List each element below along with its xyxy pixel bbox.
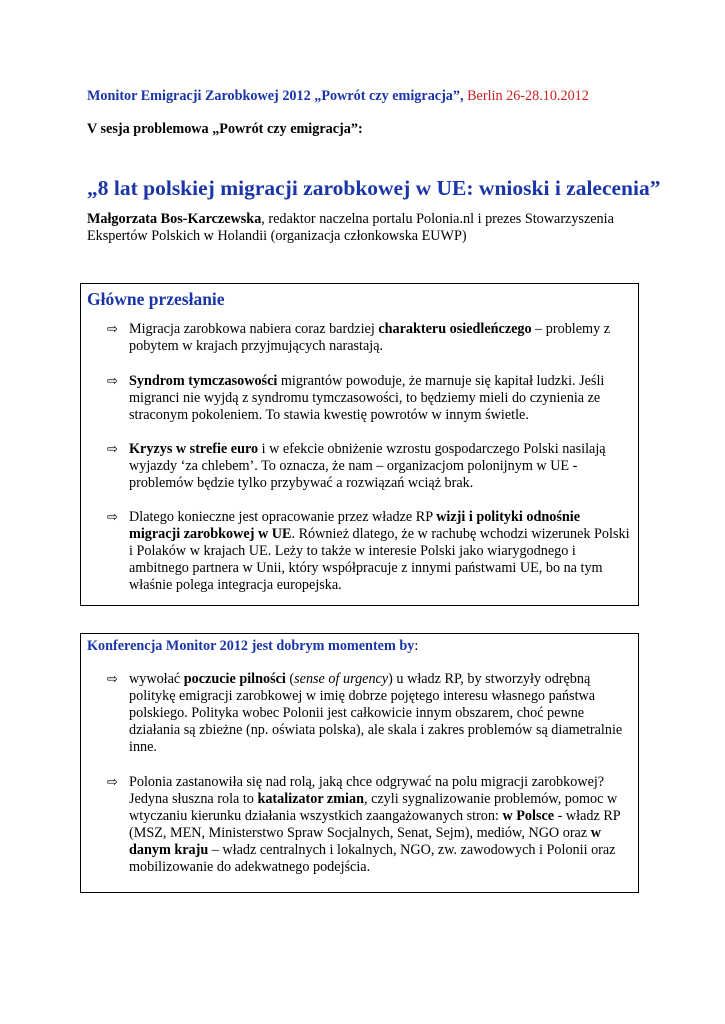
arrow-right-icon: ⇨: [107, 322, 118, 337]
arrow-right-icon: ⇨: [107, 510, 118, 525]
conference-heading: Konferencja Monitor 2012 jest dobrym momentem by:: [87, 638, 419, 654]
arrow-right-icon: ⇨: [107, 442, 118, 457]
author-name: Małgorzata Bos-Karczewska: [87, 211, 262, 227]
header-line: [87, 88, 589, 105]
conference-box: [80, 633, 639, 893]
author-paragraph: [87, 211, 647, 245]
list-item: ⇨ Polonia zastanowiła się nad rolą, jaką chce odgrywać na polu migracji zarobkowej? Jedyna słuszna rola to katalizator zmian, czyli sygnalizowanie problemów, pomoc w wtyczaniu kierunku działania wszystkich zaangażowanych stron: w Polsce - władz RP (MSZ, MEN, Ministerstwo Spraw Socjalnych, Senat, Sejm), mediów, NGO oraz w danym kraju – władz centralnych i lokalnych, NGO, zw. zawodowych i Polonii oraz mobilizowanie do adekwatnego podejścia.: [107, 774, 621, 875]
session-heading: V sesja problemowa „Powrót czy emigracja”:: [87, 121, 363, 137]
main-message-box: [80, 283, 639, 606]
list-item: ⇨ Migracja zarobkowa nabiera coraz bardziej charakteru osiedleńczego – problemy z pobytem w krajach przyjmujących narastają.: [107, 321, 611, 354]
list-item: ⇨ Syndrom tymczasowości migrantów powoduje, że marnuje się kapitał ludzki. Jeśli migranci nie wyjdą z syndromu tymczasowości, to będziemy mieli do czynienia ze straconym pokoleniem. To stawia kwestię powrotów w innym świetle.: [107, 373, 605, 423]
list-item: ⇨ wywołać poczucie pilności (sense of urgency) u władz RP, by stworzyły odrębną politykę emigracji zarobkowej w imię dobrze pojętego interesu własnego państwa polskiego. Polityka wobec Polonii jest całkowicie innym obszarem, choć pewne działania są zbieżne (np. oświata polska), ale skala i zakres problemów są diametralnie inne.: [107, 671, 623, 755]
author-affiliation: , redaktor naczelna portalu Polonia.nl i prezes Stowarzyszenia Ekspertów Polskich w Holandii (organizacja członkowska EUWP): [87, 211, 614, 244]
list-item: ⇨ Kryzys w strefie euro i w efekcie obniżenie wzrostu gospodarczego Polski nasilają wyjazdy ‘za chlebem’. To oznacza, że nam – organizacjom polonijnym w UE - problemów będzie tylko przybywać a rozwiązań wciąż brak.: [107, 441, 606, 491]
event-place-date: Berlin 26-28.10.2012: [467, 88, 589, 104]
arrow-right-icon: ⇨: [107, 775, 118, 790]
event-name: Monitor Emigracji Zarobkowej 2012: [87, 88, 311, 104]
event-quote: „Powrót czy emigracja”,: [314, 88, 464, 104]
list-item: ⇨ Dlatego konieczne jest opracowanie przez władze RP wizji i polityki odnośnie migracji zarobkowej w UE. Również dlatego, że w rachubę wchodzi wizerunek Polski i Polaków w krajach UE. Leży to także w interesie Polski jako wiarygodnego i ambitnego partnera w Unii, który współpracuje z innymi państwami UE, bo na tym właśnie polega integracja europejska.: [107, 509, 630, 593]
page-title: „8 lat polskiej migracji zarobkowej w UE: wnioski i zalecenia”: [87, 176, 661, 200]
main-message-heading: Główne przesłanie: [87, 289, 225, 309]
arrow-right-icon: ⇨: [107, 672, 118, 687]
arrow-right-icon: ⇨: [107, 374, 118, 389]
